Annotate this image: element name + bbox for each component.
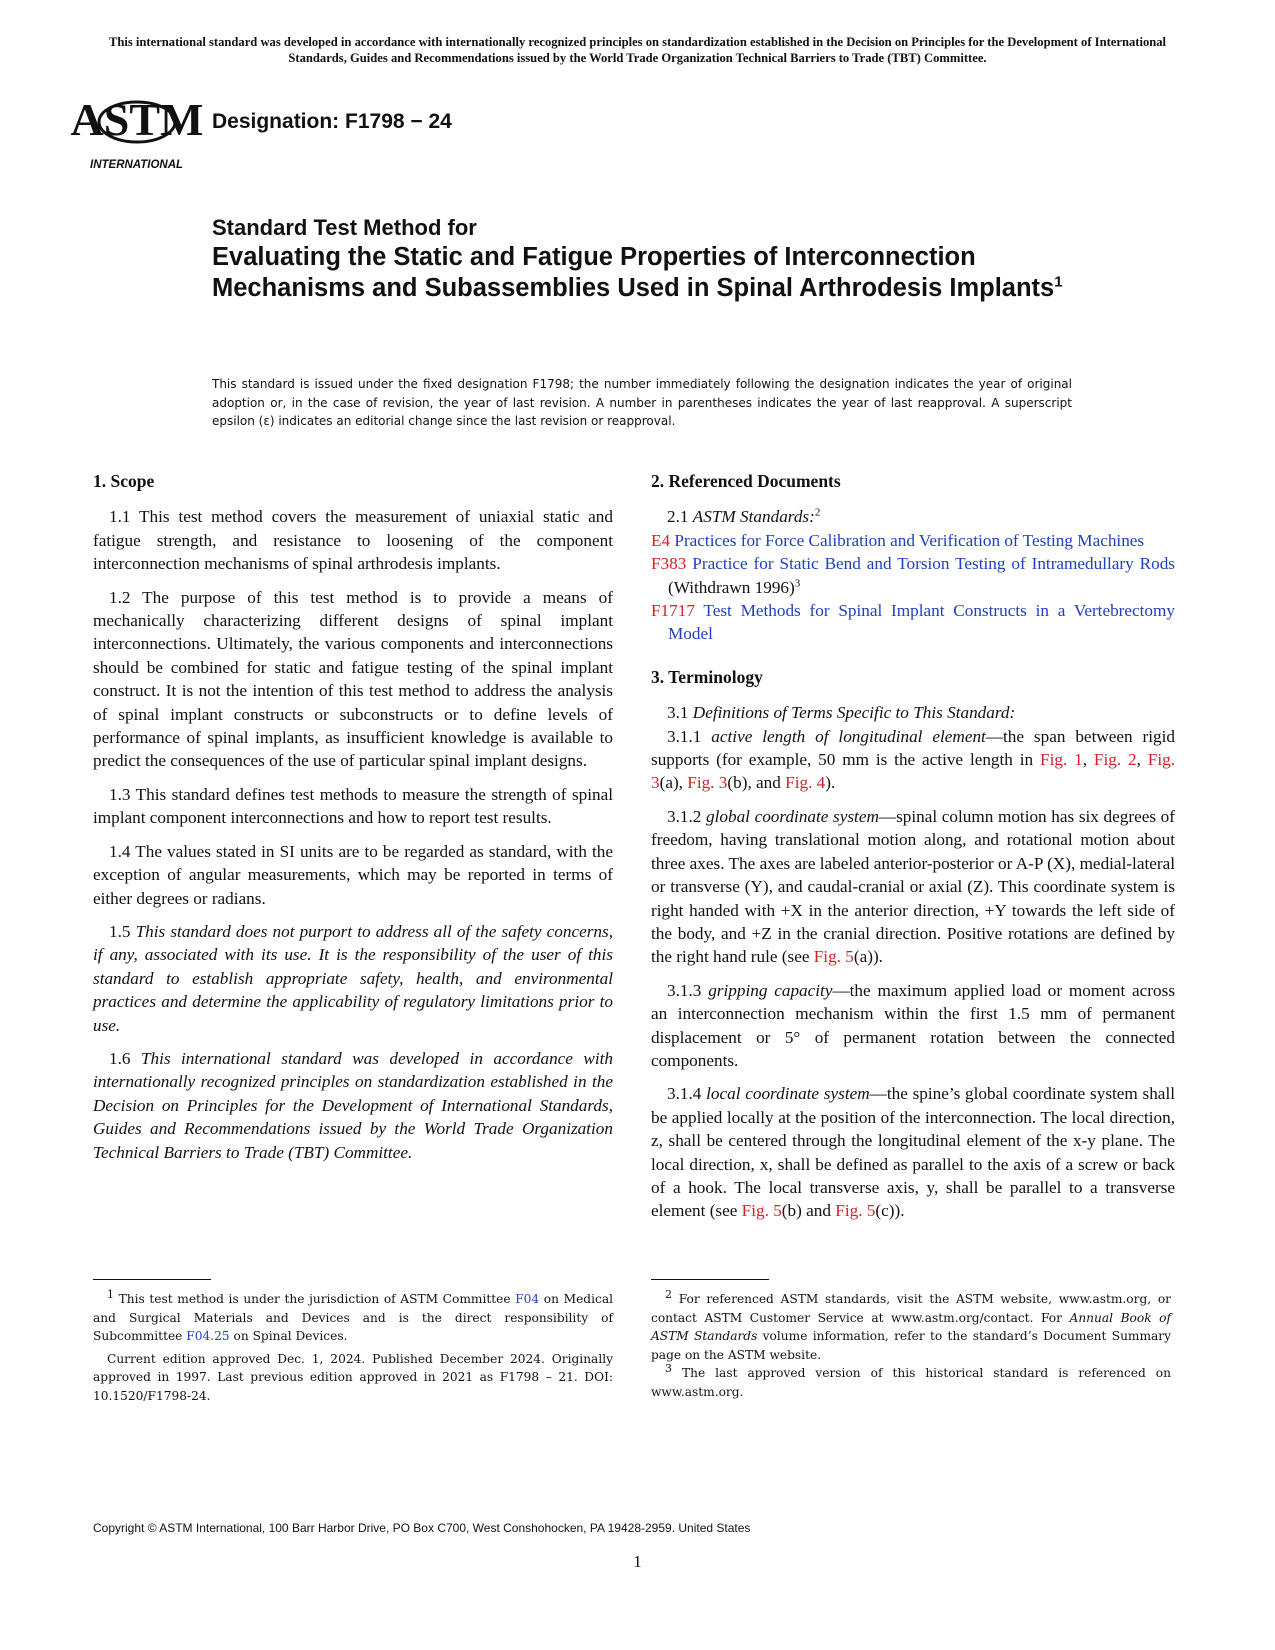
title-block [212, 214, 1112, 304]
issuance-statement: This standard is issued under the fixed designation F1798; the number immediately following the designation indicates the year of original adoption or, in the case of revision, the year of last revision. A number in parentheses indicates the year of last reapproval. A superscript epsilon (ε) indicates an editorial change since the last revision or reapproval. [212, 377, 1072, 428]
reference-e4[interactable]: E4 Practices for Force Calibration and Verification of Testing Machines [651, 530, 1145, 550]
copyright: Copyright © ASTM International, 100 Barr Harbor Drive, PO Box C700, West Conshohocken, PA 19428-2959. United States [93, 1521, 751, 1535]
scope-heading: 1. Scope [93, 471, 155, 491]
fig1-link[interactable]: Fig. 1 [1040, 750, 1083, 770]
astm-logo [70, 88, 204, 174]
fig5b-link[interactable]: Fig. 5 [741, 1201, 782, 1221]
definition-3-1-2: 3.1.2 global coordinate system—spinal column motion has six degrees of freedom, having translational motion along, and rotational motion about three axes. The axes are labeled anterior-posterior or A-P (X), medial-lateral or transverse (Y), and caudal-cranial or axial (Z). This coordinate system is right handed with +X in the anterior direction, +Y towards the left side of the body, and +Z in the cranial direction. Positive rotations are defined by the right hand rule (see Fig. 5(a)). [651, 806, 1175, 967]
reference-f383[interactable]: F383 Practice for Static Bend and Torsion Testing of Intramedullary Rods (Withdrawn 1996)$^3$ [651, 554, 1176, 597]
terminology-heading: 3. Terminology [651, 666, 763, 687]
footnote-2: $^2$ For referenced ASTM standards, visit the ASTM website, www.astm.org, or contact ASTM Customer Service at www.astm.org/contact. For Annual Book of ASTM Standards volume information, refer to the standard’s Document Summary page on the ASTM website. [651, 1287, 1172, 1362]
footnote-1: $^1$ This test method is under the jurisdiction of ASTM Committee F04 on Medical and Surgical Materials and Devices and is the direct responsibility of Subcommittee F04.25 on Spinal Devices. [93, 1287, 613, 1344]
footnote-rule-right [651, 1279, 769, 1280]
f0425-link[interactable]: F04.25 [186, 1329, 230, 1344]
paragraph-1-6: 1.6 This international standard was developed in accordance with internationally recognized principles on standardization established in the Decision on Principles for the Development of International Standards, Guides and Recommendations issued by the World Trade Organization Technical Barriers to Trade (TBT) Committee. [93, 1048, 613, 1162]
left-column [93, 470, 613, 1174]
f04-link[interactable]: F04 [515, 1292, 540, 1306]
designation: Designation: F1798 − 24 [212, 110, 452, 133]
astm-standards-label: 2.1 ASTM Standards:$^2$ [667, 506, 821, 527]
document-title: Evaluating the Static and Fatigue Properties of Interconnection Mechanisms and Subassemblies Used in Spinal Arthrodesis Implants$^1$ [212, 243, 1063, 302]
paragraph-1-5: 1.5 This standard does not purport to address all of the safety concerns, if any, associated with its use. It is the responsibility of the user of this standard to establish appropriate safety, health, and environmental practices and determine the applicability of regulatory limitations prior to use. [93, 921, 613, 1035]
fig3a-link[interactable]: Fig. 3 [651, 750, 1175, 793]
footnotes-right [651, 1287, 1172, 1402]
footnote-1-edition: Current edition approved Dec. 1, 2024. Published December 2024. Originally approved in 1997. Last previous edition approved in 2021 as F1798 – 21. DOI: 10.1520/F1798-24. [93, 1351, 613, 1403]
page-number: 1 [633, 1552, 642, 1571]
definition-3-1: 3.1 Definitions of Terms Specific to This Standard: [667, 703, 1016, 723]
right-column [651, 470, 1175, 1233]
paragraph-1-1: 1.1 This test method covers the measurement of uniaxial static and fatigue strength, and resistance to loosening of the component interconnection mechanisms of spinal arthrodesis implants. [93, 507, 613, 574]
footnote-3: $^3$ The last approved version of this historical standard is referenced on www.astm.org. [651, 1362, 1171, 1399]
definition-3-1-3: 3.1.3 gripping capacity—the maximum applied load or moment across an interconnection mechanism within the first 1.5 mm of permanent displacement or 5° of permanent rotation between the connected components. [651, 980, 1176, 1070]
header-notice: This international standard was developed in accordance with internationally recognized principles on standardization established in the Decision on Principles for the Development of International Standards, Guides and Recommendations issued by the World Trade Organization Technical Barriers to Trade (TBT) Committee. [108, 35, 1167, 65]
definition-3-1-4: 3.1.4 local coordinate system—the spine’s global coordinate system shall be applied locally at the position of the interconnection. The local direction, z, shall be centered through the longitudinal element of the x-y plane. The local direction, x, shall be defined as parallel to the axis of a screw or back of a hook. The local transverse axis, y, shall be parallel to a transverse element (see Fig. 5(b) and Fig. 5(c)). [651, 1084, 1175, 1221]
refdocs-heading: 2. Referenced Documents [651, 471, 841, 491]
svg-text:INTERNATIONAL: INTERNATIONAL [90, 159, 184, 171]
fig4-link[interactable]: Fig. 4 [785, 773, 826, 793]
footnotes-left [93, 1287, 613, 1406]
astm-logo-icon [70, 88, 204, 174]
paragraph-1-2: 1.2 The purpose of this test method is to provide a means of mechanically characterizing different designs of spinal implant interconnections. Ultimately, the various components and interconnections should be combined for static and fatigue testing of the spinal implant construct. It is not the intention of this test method to address the analysis of spinal implant constructs or subconstructs or to define levels of performance of spinal implants, as insufficient knowledge is available to predict the consequences of the use of particular spinal implant designs. [93, 587, 613, 771]
fig5c-link[interactable]: Fig. 5 [835, 1201, 876, 1221]
paragraph-1-3: 1.3 This standard defines test methods to measure the strength of spinal implant component interconnections and how to report test results. [93, 784, 613, 828]
reference-f1717[interactable]: F1717 Test Methods for Spinal Implant Constructs in a Vertebrectomy Model [651, 601, 1175, 644]
fig5a-link[interactable]: Fig. 5 [813, 947, 854, 967]
footnote-rule-left [93, 1279, 211, 1280]
definition-3-1-1: 3.1.1 active length of longitudinal element—the span between rigid supports (for example, 50 mm is the active length in Fig. 1, Fig. 2, Fig. 3(a), Fig. 3(b), and Fig. 4). [651, 726, 1175, 793]
svg-text:ASTM: ASTM [70, 94, 204, 145]
title-prefix: Standard Test Method for [212, 215, 477, 240]
fig2-link[interactable]: Fig. 2 [1093, 750, 1137, 770]
fig3b-link[interactable]: Fig. 3 [687, 773, 728, 793]
paragraph-1-4: 1.4 The values stated in SI units are to be regarded as standard, with the exception of angular measurements, which may be reported in terms of either degrees or radians. [93, 841, 613, 908]
